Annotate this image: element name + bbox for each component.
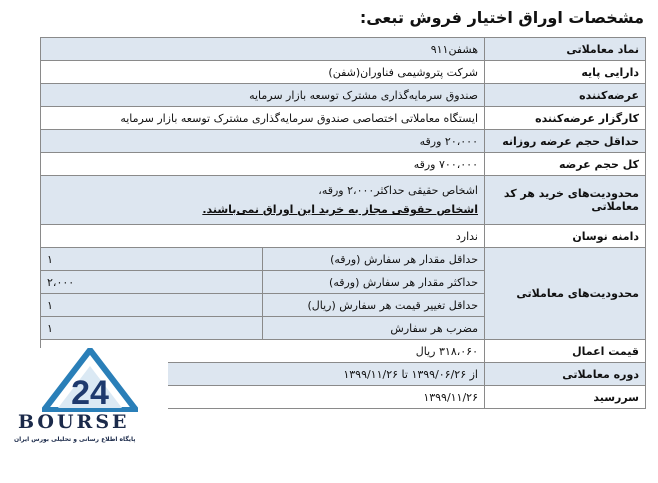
row-symbol — [41, 38, 646, 61]
label-issuer: عرضه‌کننده — [485, 84, 646, 107]
value-buy-limits — [41, 176, 485, 225]
value-symbol: هشفن۹۱۱ — [41, 38, 485, 61]
row-buy-limits — [41, 176, 646, 225]
row-fluctuation — [41, 225, 646, 248]
row-total — [41, 153, 646, 176]
bourse24-logo — [10, 348, 168, 444]
value-agent: ایستگاه معاملاتی اختصاصی صندوق سرمایه‌گذاری مشترک توسعه بازار سرمایه — [41, 107, 485, 130]
label-underlying: دارایی پایه — [485, 61, 646, 84]
value-issuer: صندوق سرمایه‌گذاری مشترک توسعه بازار سرمایه — [41, 84, 485, 107]
buy-limit-natural: اشخاص حقیقی حداکثر۲،۰۰۰ ورقه، — [318, 184, 478, 197]
logo-word: BOURSE — [18, 411, 130, 433]
label-total: کل حجم عرضه — [485, 153, 646, 176]
value-fluctuation: ندارد — [41, 225, 485, 248]
value-total: ۷۰۰،۰۰۰ ورقه — [41, 153, 485, 176]
trade-limit-value: ۱ — [41, 317, 263, 340]
label-symbol: نماد معاملاتی — [485, 38, 646, 61]
logo-mark-text: 24 — [71, 374, 109, 412]
row-issuer — [41, 84, 646, 107]
label-daily-min: حداقل حجم عرضه روزانه — [485, 130, 646, 153]
buy-limit-legal: اشخاص حقوقی مجاز به خرید این اوراق نمی‌باشند. — [202, 203, 478, 216]
trade-limit-name: حداقل تغییر قیمت هر سفارش (ریال) — [263, 294, 485, 317]
trade-limit-value: ۱ — [41, 294, 263, 317]
row-agent — [41, 107, 646, 130]
trade-limit-name: حداکثر مقدار هر سفارش (ورقه) — [263, 271, 485, 294]
value-maturity: ۱۳۹۹/۱۱/۲۶ — [41, 386, 485, 409]
row-underlying — [41, 61, 646, 84]
label-period: دوره معاملاتی — [485, 363, 646, 386]
value-daily-min: ۲۰،۰۰۰ ورقه — [41, 130, 485, 153]
label-agent: کارگزار عرضه‌کننده — [485, 107, 646, 130]
logo-subtitle: پایگاه اطلاع رسانی و تحلیلی بورس ایران — [14, 436, 136, 443]
value-strike: ۳۱۸،۰۶۰ ریال — [41, 340, 485, 363]
trade-limit-value: ۲،۰۰۰ — [41, 271, 263, 294]
row-trade-limit-1 — [41, 248, 646, 271]
label-trade-limits: محدودیت‌های معاملاتی — [485, 248, 646, 340]
logo-mark-icon — [42, 348, 138, 412]
page-title: مشخصات اوراق اختیار فروش تبعی: — [359, 8, 644, 27]
label-maturity: سررسید — [485, 386, 646, 409]
trade-limit-value: ۱ — [41, 248, 263, 271]
trade-limit-name: مضرب هر سفارش — [263, 317, 485, 340]
label-strike: قیمت اعمال — [485, 340, 646, 363]
label-buy-limits: محدودیت‌های خرید هر کد معاملاتی — [485, 176, 646, 225]
value-period: از ۱۳۹۹/۰۶/۲۶ تا ۱۳۹۹/۱۱/۲۶ — [41, 363, 485, 386]
row-daily-min — [41, 130, 646, 153]
trade-limit-name: حداقل مقدار هر سفارش (ورقه) — [263, 248, 485, 271]
value-underlying: شرکت پتروشیمی فناوران(شفن) — [41, 61, 485, 84]
label-fluctuation: دامنه نوسان — [485, 225, 646, 248]
